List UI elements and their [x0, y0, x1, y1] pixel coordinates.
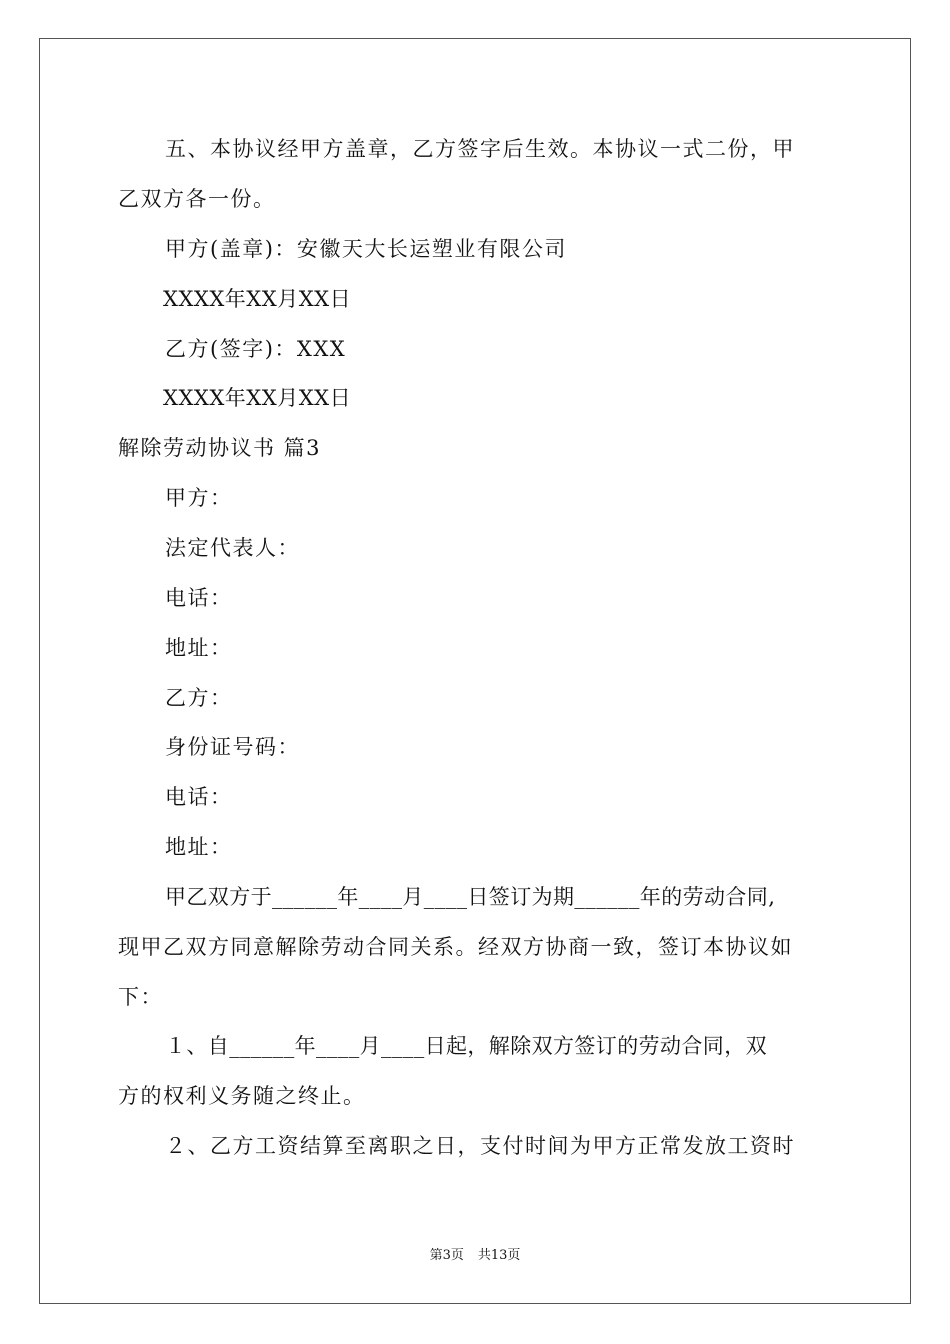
page-number: 第3页 — [429, 1248, 464, 1263]
legal-representative-label: 法定代表人： — [165, 536, 300, 560]
party-b-sign-line: 乙方(签字)：XXX — [165, 337, 347, 361]
section-heading: 解除劳动协议书 篇3 — [118, 436, 322, 460]
page-footer — [0, 1247, 950, 1265]
party-b-address-label: 地址： — [165, 835, 233, 859]
party-b-date-line: XXXX年XX月XX日 — [163, 386, 352, 410]
intro-paragraph-line-1: 甲乙双方于______年____月____日签订为期______年的劳动合同, — [165, 885, 776, 909]
total-pages: 共13页 — [477, 1248, 521, 1263]
clause-1-line-1: １、自______年____月____日起，解除双方签订的劳动合同，双 — [165, 1034, 767, 1058]
id-number-label: 身份证号码： — [165, 735, 300, 759]
party-a-phone-label: 电话： — [165, 586, 233, 610]
party-a-label: 甲方： — [165, 486, 233, 510]
party-b-label: 乙方： — [165, 686, 233, 710]
clause-5-line-1: 五、本协议经甲方盖章，乙方签字后生效。本协议一式二份，甲 — [165, 137, 795, 161]
clause-1-line-2: 方的权利义务随之终止。 — [118, 1084, 366, 1108]
clause-2-line-1: ２、乙方工资结算至离职之日，支付时间为甲方正常发放工资时 — [165, 1134, 795, 1158]
party-a-address-label: 地址： — [165, 636, 233, 660]
clause-5-line-2: 乙双方各一份。 — [118, 187, 276, 211]
party-b-phone-label: 电话： — [165, 785, 233, 809]
page-border — [39, 38, 911, 1304]
party-a-seal-line: 甲方(盖章)：安徽天大长运塑业有限公司 — [165, 237, 567, 261]
party-a-date-line: XXXX年XX月XX日 — [163, 287, 352, 311]
intro-paragraph-line-2: 现甲乙双方同意解除劳动合同关系。经双方协商一致，签订本协议如 — [118, 935, 793, 959]
intro-paragraph-line-3: 下： — [118, 985, 163, 1009]
